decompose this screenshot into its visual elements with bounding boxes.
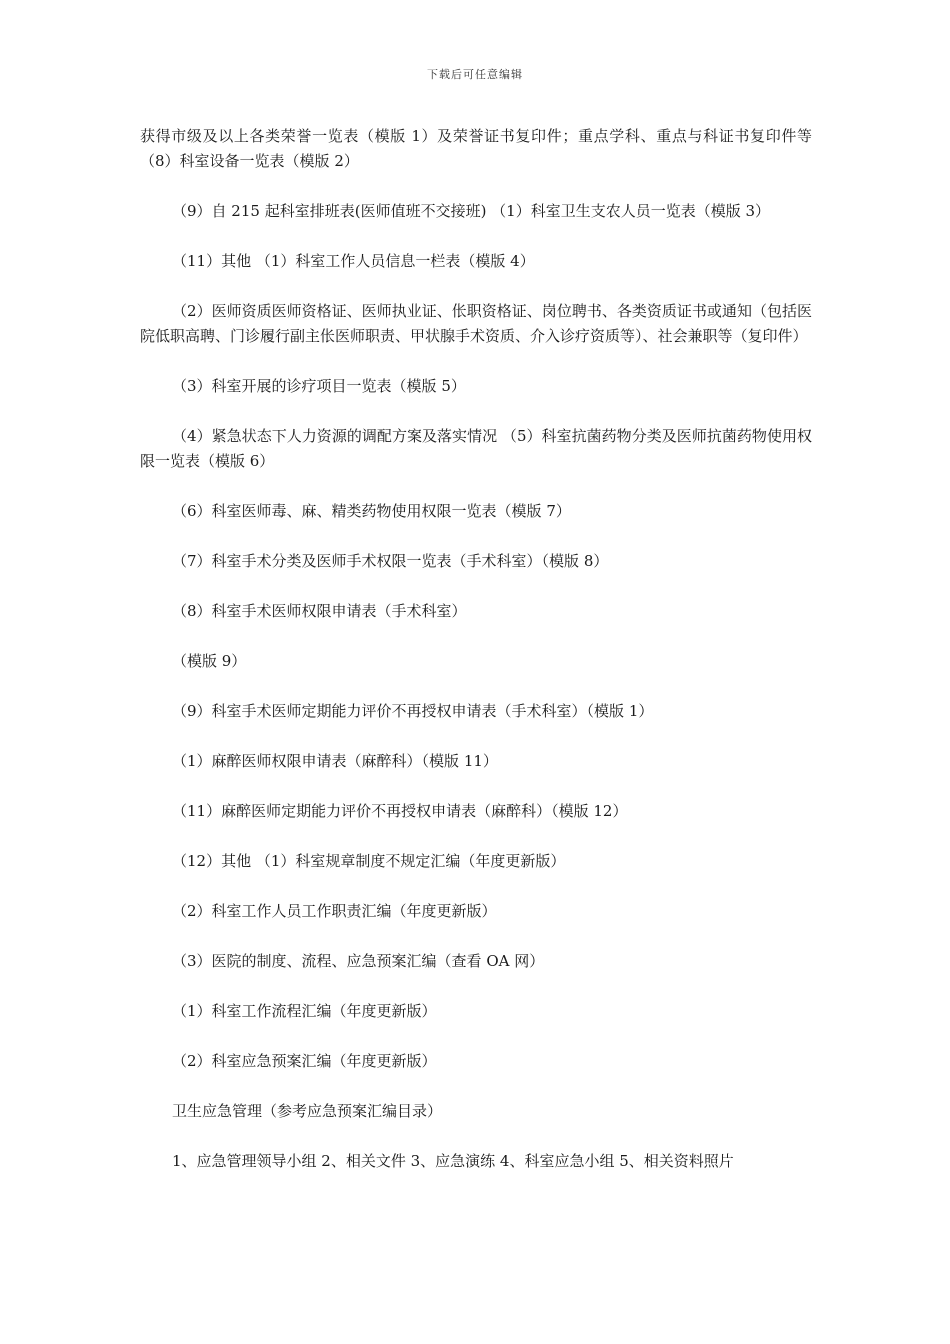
paragraph-17: （1）科室工作流程汇编（年度更新版）: [172, 1002, 437, 1020]
paragraph-10: （模版 9）: [172, 652, 247, 670]
paragraph-19: 卫生应急管理（参考应急预案汇编目录）: [172, 1102, 443, 1120]
paragraph-3: （11）其他 （1）科室工作人员信息一栏表（模版 4）: [172, 252, 535, 270]
paragraph-9: （8）科室手术医师权限申请表（手术科室）: [172, 602, 467, 620]
paragraph-15: （2）科室工作人员工作职责汇编（年度更新版）: [172, 902, 497, 920]
document-body: [140, 124, 812, 1199]
paragraph-12: （1）麻醉医师权限申请表（麻醉科）（模版 11）: [172, 752, 498, 770]
paragraph-7: （6）科室医师毒、麻、精类药物使用权限一览表（模版 7）: [172, 502, 571, 520]
paragraph-6: （4）紧急状态下人力资源的调配方案及落实情况 （5）科室抗菌药物分类及医师抗菌药物使用权限一览表（模版 6）: [140, 427, 812, 470]
paragraph-13: （11）麻醉医师定期能力评价不再授权申请表（麻醉科）（模版 12）: [172, 802, 628, 820]
paragraph-8: （7）科室手术分类及医师手术权限一览表（手术科室）（模版 8）: [172, 552, 609, 570]
paragraph-11: （9）科室手术医师定期能力评价不再授权申请表（手术科室）（模版 1）: [172, 702, 654, 720]
paragraph-2: （9）自 215 起科室排班表(医师值班不交接班) （1）科室卫生支农人员一览表（模版 3）: [172, 202, 771, 220]
paragraph-16: （3）医院的制度、流程、应急预案汇编（查看 OA 网）: [172, 952, 545, 970]
paragraph-4: （2）医师资质医师资格证、医师执业证、伥职资格证、岗位聘书、各类资质证书或通知（包括医院低职高聘、门诊履行副主伥医师职责、甲状腺手术资质、介入诊疗资质等）、社会兼职等（复印件）: [140, 302, 812, 345]
page-header: 下载后可任意编辑: [427, 68, 523, 81]
paragraph-20: 1、应急管理领导小组 2、相关文件 3、应急演练 4、科室应急小组 5、相关资料照片: [172, 1152, 734, 1170]
paragraph-1: 获得市级及以上各类荣誉一览表（模版 1）及荣誉证书复印件；重点学科、重点与科证书复印件等 （8）科室设备一览表（模版 2）: [140, 127, 812, 170]
paragraph-14: （12）其他 （1）科室规章制度不规定汇编（年度更新版）: [172, 852, 566, 870]
paragraph-18: （2）科室应急预案汇编（年度更新版）: [172, 1052, 437, 1070]
paragraph-5: （3）科室开展的诊疗项目一览表（模版 5）: [172, 377, 466, 395]
